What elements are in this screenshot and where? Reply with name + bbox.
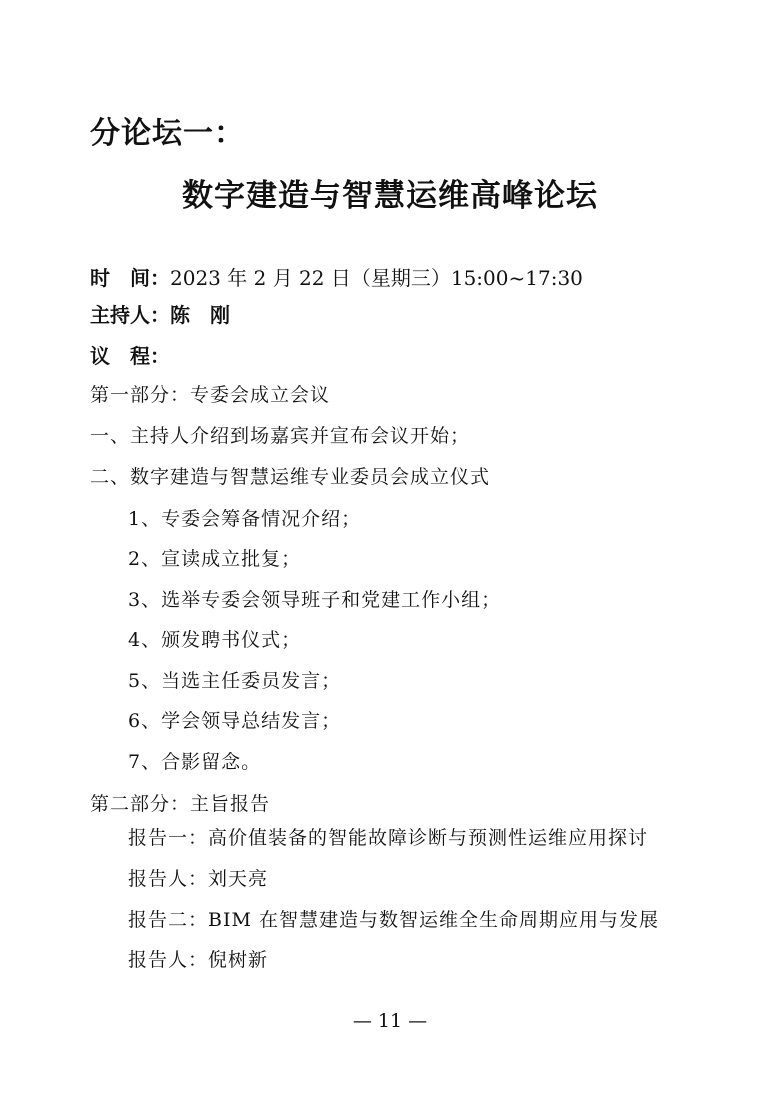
agenda-subitem: 5、当选主任委员发言； [128,670,342,692]
agenda-item: 二、数字建造与智慧运维专业委员会成立仪式 [90,466,491,488]
part1-title: 第一部分：专委会成立会议 [90,384,331,406]
report-speaker: 报告人：刘天亮 [128,868,269,890]
agenda-subitem: 2、宣读成立批复； [128,548,302,570]
agenda-subitem: 1、专委会筹备情况介绍； [128,508,362,530]
forum-title: 数字建造与智慧运维高峰论坛 [182,178,598,214]
agenda-subitem: 3、选举专委会领导班子和党建工作小组； [128,589,502,611]
agenda-subitem: 7、合影留念。 [128,751,262,773]
host-row [90,299,230,328]
part2-title: 第二部分：主旨报告 [90,793,271,815]
agenda-label: 议 程： [90,344,170,368]
host-value: 陈 刚 [170,303,230,327]
section-label: 分论坛一： [90,116,245,151]
report-title: 报告一：高价值装备的智能故障诊断与预测性运维应用探讨 [128,827,649,849]
time-value: 2023 年 2 月 22 日（星期三）15:00~17:30 [170,266,583,290]
time-label: 时 间： [90,266,170,290]
report-speaker: 报告人：倪树新 [128,949,269,971]
report-title: 报告二：BIM 在智慧建造与数智运维全生命周期应用与发展 [128,909,659,931]
agenda-item: 一、主持人介绍到场嘉宾并宣布会议开始； [90,425,471,447]
page-number: — 11 — [352,1010,428,1032]
agenda-subitem: 6、学会领导总结发言； [128,710,342,732]
agenda-subitem: 4、颁发聘书仪式； [128,629,302,651]
host-label: 主持人： [90,303,170,327]
time-row [90,262,583,291]
